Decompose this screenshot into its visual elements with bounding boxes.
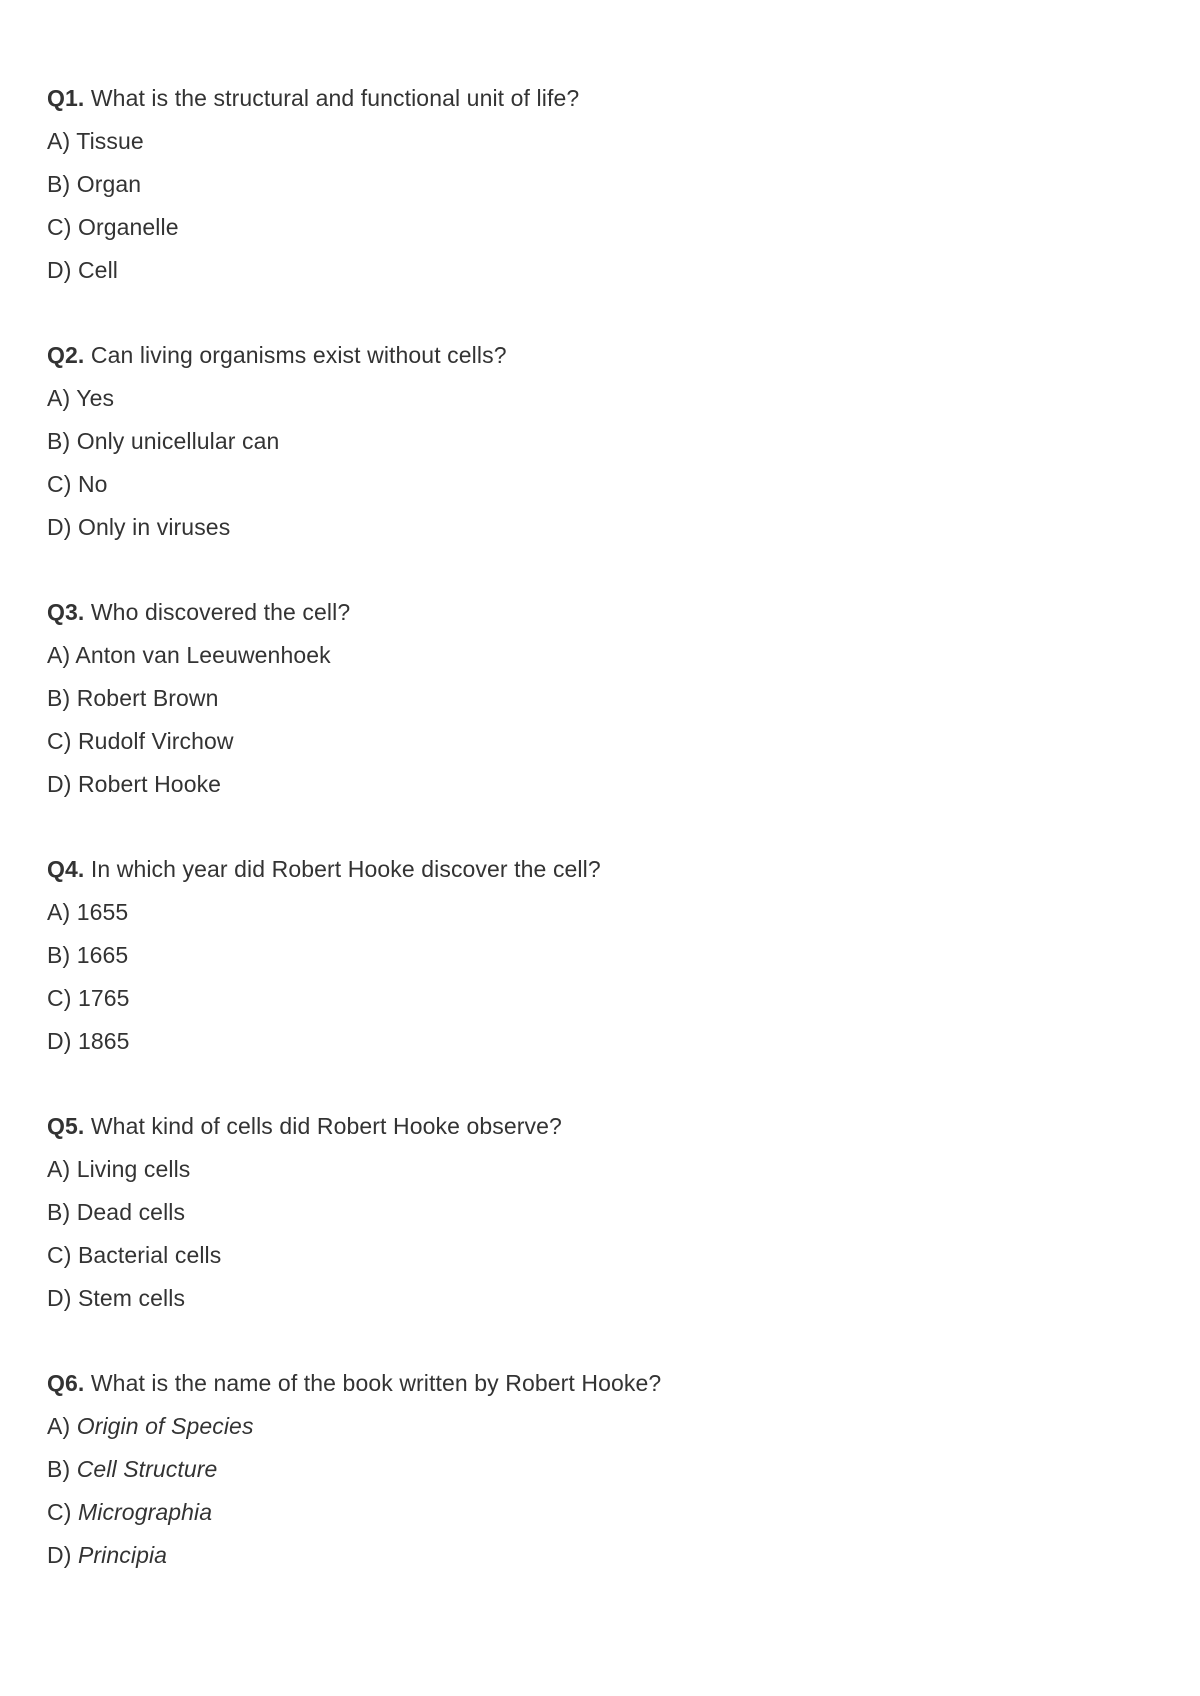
option-a <box>47 377 1147 420</box>
question-2-stem <box>47 334 1147 377</box>
option-letter: D) <box>47 1028 78 1054</box>
option-letter: B) <box>47 1456 77 1482</box>
option-letter: B) <box>47 428 77 454</box>
option-b <box>47 1448 1147 1491</box>
option-letter: C) <box>47 985 78 1011</box>
option-d <box>47 1020 1147 1063</box>
option-a <box>47 634 1147 677</box>
option-letter: A) <box>47 1413 77 1439</box>
question-3-stem <box>47 591 1147 634</box>
option-c <box>47 463 1147 506</box>
question-number: Q5. <box>47 1113 85 1139</box>
option-letter: D) <box>47 514 78 540</box>
question-number: Q2. <box>47 342 85 368</box>
option-text: 1765 <box>77 985 130 1011</box>
option-a <box>47 891 1147 934</box>
option-text: Dead cells <box>76 1199 186 1225</box>
option-text: Robert Hooke <box>77 771 222 797</box>
question-text: Who discovered the cell? <box>84 599 351 625</box>
option-b <box>47 934 1147 977</box>
option-text: Tissue <box>76 128 144 154</box>
option-a <box>47 1148 1147 1191</box>
question-text: What kind of cells did Robert Hooke observe? <box>84 1113 562 1139</box>
question-6-stem <box>47 1362 1147 1405</box>
option-text: Yes <box>76 385 115 411</box>
question-text: What is the structural and functional unit of life? <box>84 85 580 111</box>
option-letter: B) <box>47 942 77 968</box>
question-number: Q1. <box>47 85 85 111</box>
option-a <box>47 1405 1147 1448</box>
option-text: Anton van Leeuwenhoek <box>75 642 331 668</box>
question-number: Q6. <box>47 1370 85 1396</box>
option-d <box>47 249 1147 292</box>
option-text: 1665 <box>76 942 129 968</box>
option-b <box>47 163 1147 206</box>
question-number: Q4. <box>47 856 85 882</box>
option-c <box>47 1234 1147 1277</box>
option-letter: D) <box>47 1542 78 1568</box>
option-letter: C) <box>47 1242 78 1268</box>
option-text: Robert Brown <box>76 685 219 711</box>
option-letter: B) <box>47 1199 77 1225</box>
option-letter: C) <box>47 471 78 497</box>
option-letter: A) <box>47 1156 77 1182</box>
option-text: Only in viruses <box>77 514 231 540</box>
option-b <box>47 677 1147 720</box>
option-d <box>47 1534 1147 1577</box>
question-4 <box>47 848 1147 1063</box>
option-b <box>47 420 1147 463</box>
option-text: Organelle <box>77 214 179 240</box>
option-text: Only unicellular can <box>76 428 280 454</box>
question-2 <box>47 334 1147 549</box>
option-letter: A) <box>47 899 77 925</box>
option-text: Cell <box>77 257 118 283</box>
question-5 <box>47 1105 1147 1320</box>
option-letter: A) <box>47 128 77 154</box>
option-letter: B) <box>47 171 77 197</box>
option-text: Rudolf Virchow <box>77 728 234 754</box>
question-6 <box>47 1362 1147 1577</box>
option-letter: B) <box>47 685 77 711</box>
option-letter: C) <box>47 214 78 240</box>
option-c <box>47 977 1147 1020</box>
option-d <box>47 763 1147 806</box>
option-text: Principia <box>77 1542 168 1568</box>
option-text: 1865 <box>77 1028 130 1054</box>
option-letter: D) <box>47 1285 78 1311</box>
option-c <box>47 206 1147 249</box>
question-3 <box>47 591 1147 806</box>
option-text: 1655 <box>76 899 129 925</box>
option-d <box>47 506 1147 549</box>
option-b <box>47 1191 1147 1234</box>
question-1-stem <box>47 77 1147 120</box>
option-letter: D) <box>47 771 78 797</box>
option-text: Cell Structure <box>76 1456 218 1482</box>
question-4-stem <box>47 848 1147 891</box>
option-a <box>47 120 1147 163</box>
option-letter: A) <box>47 385 77 411</box>
question-text: What is the name of the book written by Robert Hooke? <box>84 1370 662 1396</box>
question-text: Can living organisms exist without cells? <box>84 342 507 368</box>
option-text: Origin of Species <box>76 1413 254 1439</box>
question-1 <box>47 77 1147 292</box>
option-letter: D) <box>47 257 78 283</box>
option-text: Organ <box>76 171 142 197</box>
option-d <box>47 1277 1147 1320</box>
option-text: Bacterial cells <box>77 1242 222 1268</box>
option-letter: A) <box>47 642 76 668</box>
option-text: No <box>77 471 108 497</box>
question-text: In which year did Robert Hooke discover the cell? <box>84 856 601 882</box>
option-text: Living cells <box>76 1156 191 1182</box>
option-text: Micrographia <box>77 1499 213 1525</box>
option-text: Stem cells <box>77 1285 186 1311</box>
option-letter: C) <box>47 728 78 754</box>
option-letter: C) <box>47 1499 78 1525</box>
option-c <box>47 720 1147 763</box>
question-number: Q3. <box>47 599 85 625</box>
question-5-stem <box>47 1105 1147 1148</box>
option-c <box>47 1491 1147 1534</box>
